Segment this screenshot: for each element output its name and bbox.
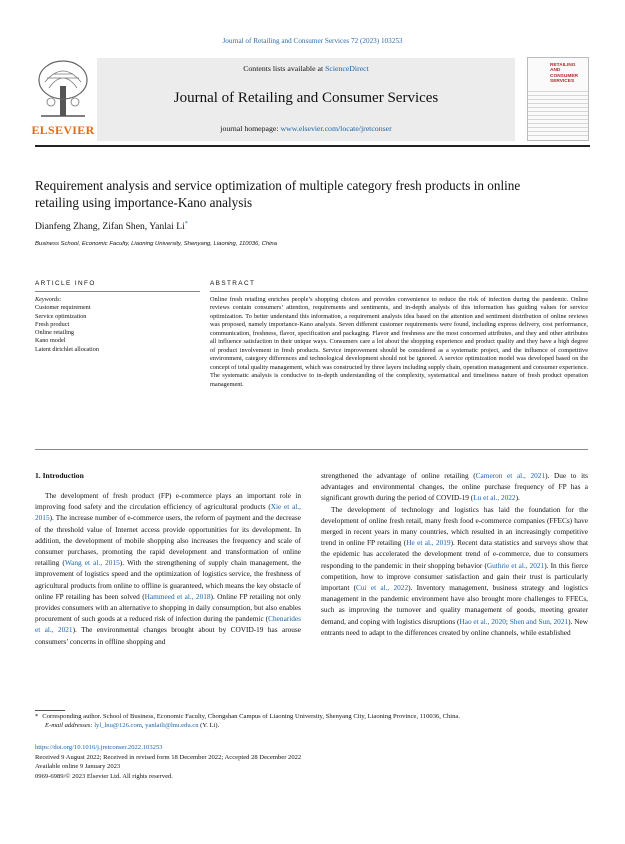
- contents-prefix: Contents lists available at: [243, 64, 326, 73]
- footnote-line: [35, 712, 588, 721]
- abstract-text: Online fresh retailing enriches people’s shopping choices and provides convenience to reduce the risk of infection during the pandemic. Online reviews contain consumers’ attention, requirements and sentiments, and in-depth analysis of this information has guiding values for service optimization. To better understand this information, a requirement analysis idea based on the attention and sentiment distribution of online reviews was proposed, namely importance-Kano analysis. Seven different customer requirements were found, including express delivery, cost performance, communication, freshness, flavor, specification and packaging. Flavor and freshness are the most concerned attributes, and they and other attributes all influence satisfaction in their unique ways. Consumers care a lot about the shopping experience and product quality and they have a high degree of product involvement in fresh products. Service improvement should be considered as a systematic project, and the influence of competitive environment, category differences and technological development should not be ignored. A service optimization model was developed based on the concept of total quality management, which was constructed by three layers including supply chain, operation management and consumer experience. The systematic analysis is conducive to in-depth understanding of the complexity, systematical and timeliness nature of fresh product operation management.: [210, 296, 588, 388]
- article-info-heading: ARTICLE INFO: [35, 280, 96, 287]
- abstract-heading: ABSTRACT: [210, 280, 256, 287]
- affiliation: Business School, Economic Faculty, Liaoning University, Shenyang, Liaoning, 110036, China: [35, 241, 277, 247]
- footnote-rule: [35, 710, 65, 711]
- homepage-line: [97, 124, 515, 133]
- text-run: ;: [505, 616, 510, 626]
- text-run: ). Due to its advantages and environmental changes, the online purchase frequency of FP has a significant growth during the period of COVID-19 (: [321, 471, 588, 503]
- citation-link[interactable]: Lu et al., 2022: [473, 493, 516, 503]
- cover-stripe: [528, 88, 588, 138]
- paragraph: [321, 470, 588, 504]
- keywords-block: [35, 296, 99, 354]
- email-suffix: (Y. Li).: [198, 722, 220, 729]
- body-column-left: [35, 490, 301, 647]
- sciencedirect-link[interactable]: ScienceDirect: [325, 64, 369, 73]
- citation-link[interactable]: Hammeed et al., 2018: [144, 591, 211, 601]
- author-list: [35, 221, 188, 232]
- citation-link[interactable]: Wang et al., 2015: [64, 558, 120, 568]
- article-title: Requirement analysis and service optimization of multiple category fresh products in online retailing using importance-Kano analysis: [35, 178, 521, 210]
- contents-line: [97, 64, 515, 73]
- keyword-item: Online retailing: [35, 329, 75, 337]
- keyword-item: Kano model: [35, 337, 66, 345]
- text-run: ).: [515, 493, 520, 503]
- body-column-right: [321, 470, 588, 638]
- publisher-name: ELSEVIER: [31, 123, 95, 137]
- paragraph: [321, 504, 588, 638]
- corresponding-author-mark[interactable]: *: [184, 221, 188, 227]
- keyword-item: Customer requirement: [35, 304, 91, 312]
- text-run: The development of technology and logistics has laid the foundation for the development of online fresh retail, many fresh food e-commerce companies (FFECs) have merged in recent years in many countries, which resulted in an increasingly competitive trend in online FP retailing (: [321, 504, 588, 548]
- citation-link[interactable]: Guthrie et al., 2021: [486, 560, 545, 570]
- email-line: E-mail addresses: lyl_lnu@126.com, yanlaili@lnu.edu.cn (Y. Li).: [45, 722, 220, 729]
- email-link[interactable]: lyl_lnu@126.com: [94, 722, 142, 729]
- text-run: strengthened the advantage of online retailing (: [321, 471, 476, 480]
- copyright: 0969-6989/© 2023 Elsevier Ltd. All rights reserved.: [35, 772, 173, 780]
- header-rule: [35, 145, 590, 147]
- keywords-label: Keywords:: [35, 296, 62, 303]
- homepage-prefix: journal homepage:: [220, 124, 281, 133]
- citation-link[interactable]: Chenarides et al., 2021: [35, 614, 301, 635]
- citation-link[interactable]: Hao et al., 2020: [459, 616, 506, 626]
- section-heading-introduction: 1. Introduction: [35, 471, 84, 480]
- authors-text: Dianfeng Zhang, Zifan Shen, Yanlai Li: [35, 221, 185, 233]
- footnote: [35, 712, 588, 730]
- text-run: ). Online FP retailing not only provides consumers with an alternative to shopping in daily consumption, but also enables procurement of such goods at a reduced risk of infection during the pandemic (: [35, 591, 301, 624]
- text-run: ). New entrants need to adapt to the differences created by online channels, while established: [321, 616, 588, 637]
- homepage-link[interactable]: www.elsevier.com/locate/jretconser: [280, 124, 392, 133]
- journal-title: Journal of Retailing and Consumer Services: [173, 90, 439, 106]
- email-label: E-mail addresses:: [45, 722, 93, 729]
- citation-link[interactable]: He et al., 2019: [406, 538, 451, 548]
- footnote-text: Corresponding author. School of Business, Economic Faculty, Chongshan Campus of Liaoning University, Shenyang City, Liaoning Province, 110036, China.: [42, 713, 460, 720]
- citation-link[interactable]: Shen and Sun, 2021: [509, 616, 569, 626]
- abstract-bottom-rule: [35, 449, 588, 450]
- text-run: ). The increase number of e-commerce users, the reform of payment and the decrease of the threshold value of Internet access provide opportunities for its development. In addition, the development of mobile shopping also increases the frequency and scale of consumer purchases, promoting the rapid development and transformation of online retailing (: [35, 513, 301, 568]
- citation-link[interactable]: Xie et al., 2015: [35, 502, 301, 523]
- text-run: ). In this fierce competition, how to improve consumer satisfaction and gain their trust is particularly important (: [321, 560, 588, 593]
- text-run: ). Inventory management, business strategy and logistics management in the pandemic environment have also brought more challenges to FFECs, such as improving the turnover and quality management of goods, meeting greater demand, and coping with logistics disruptions (: [321, 583, 588, 626]
- text-run: ). With the strengthening of supply chain management, the improvement of logistics speed and the optimization of logistics service, the freshness of agricultural products from online to offline is guaranteed, which means the key obstacle of online FP retailing has been solved (: [35, 558, 301, 601]
- journal-cover-thumbnail: [527, 57, 589, 141]
- received-dates: Received 9 August 2022; Received in revised form 18 December 2022; Accepted 28 December 2022: [35, 753, 302, 761]
- citation-link[interactable]: Cameron et al., 2021: [475, 471, 546, 480]
- text-run: ). The environmental changes brought about by COVID-19 has arouse consumers’ concerns in offline shopping and: [35, 625, 301, 646]
- article-metadata: [35, 743, 588, 781]
- doi-link[interactable]: https://doi.org/10.1016/j.jretconser.2022.103253: [35, 744, 163, 751]
- keyword-item: Fresh product: [35, 320, 70, 328]
- email-link[interactable]: yanlaili@lnu.edu.cn: [145, 722, 199, 729]
- footnote-mark: *: [35, 713, 39, 720]
- text-run: ). Recent data statistics and surveys show that the epidemic has accelerated the development trend of e-commerce, due to consumers responding to the pandemic in their shopping behavior (: [321, 538, 588, 570]
- available-date: Available online 9 January 2023: [35, 763, 121, 770]
- text-run: The development of fresh product (FP) e-commerce plays an important role in improving food safety and the circulation efficiency of agricultural products (: [35, 491, 301, 512]
- citation-link[interactable]: Cui et al., 2022: [356, 583, 409, 593]
- journal-reference[interactable]: Journal of Retailing and Consumer Services 72 (2023) 103253: [222, 37, 403, 45]
- article-info-rule: [35, 291, 200, 292]
- abstract-rule: [210, 291, 588, 292]
- cover-title: RETAILING AND CONSUMER SERVICES: [550, 63, 578, 85]
- keyword-item: Service optimization: [35, 312, 87, 320]
- keyword-item: Latent dirichlet allocation: [35, 345, 99, 353]
